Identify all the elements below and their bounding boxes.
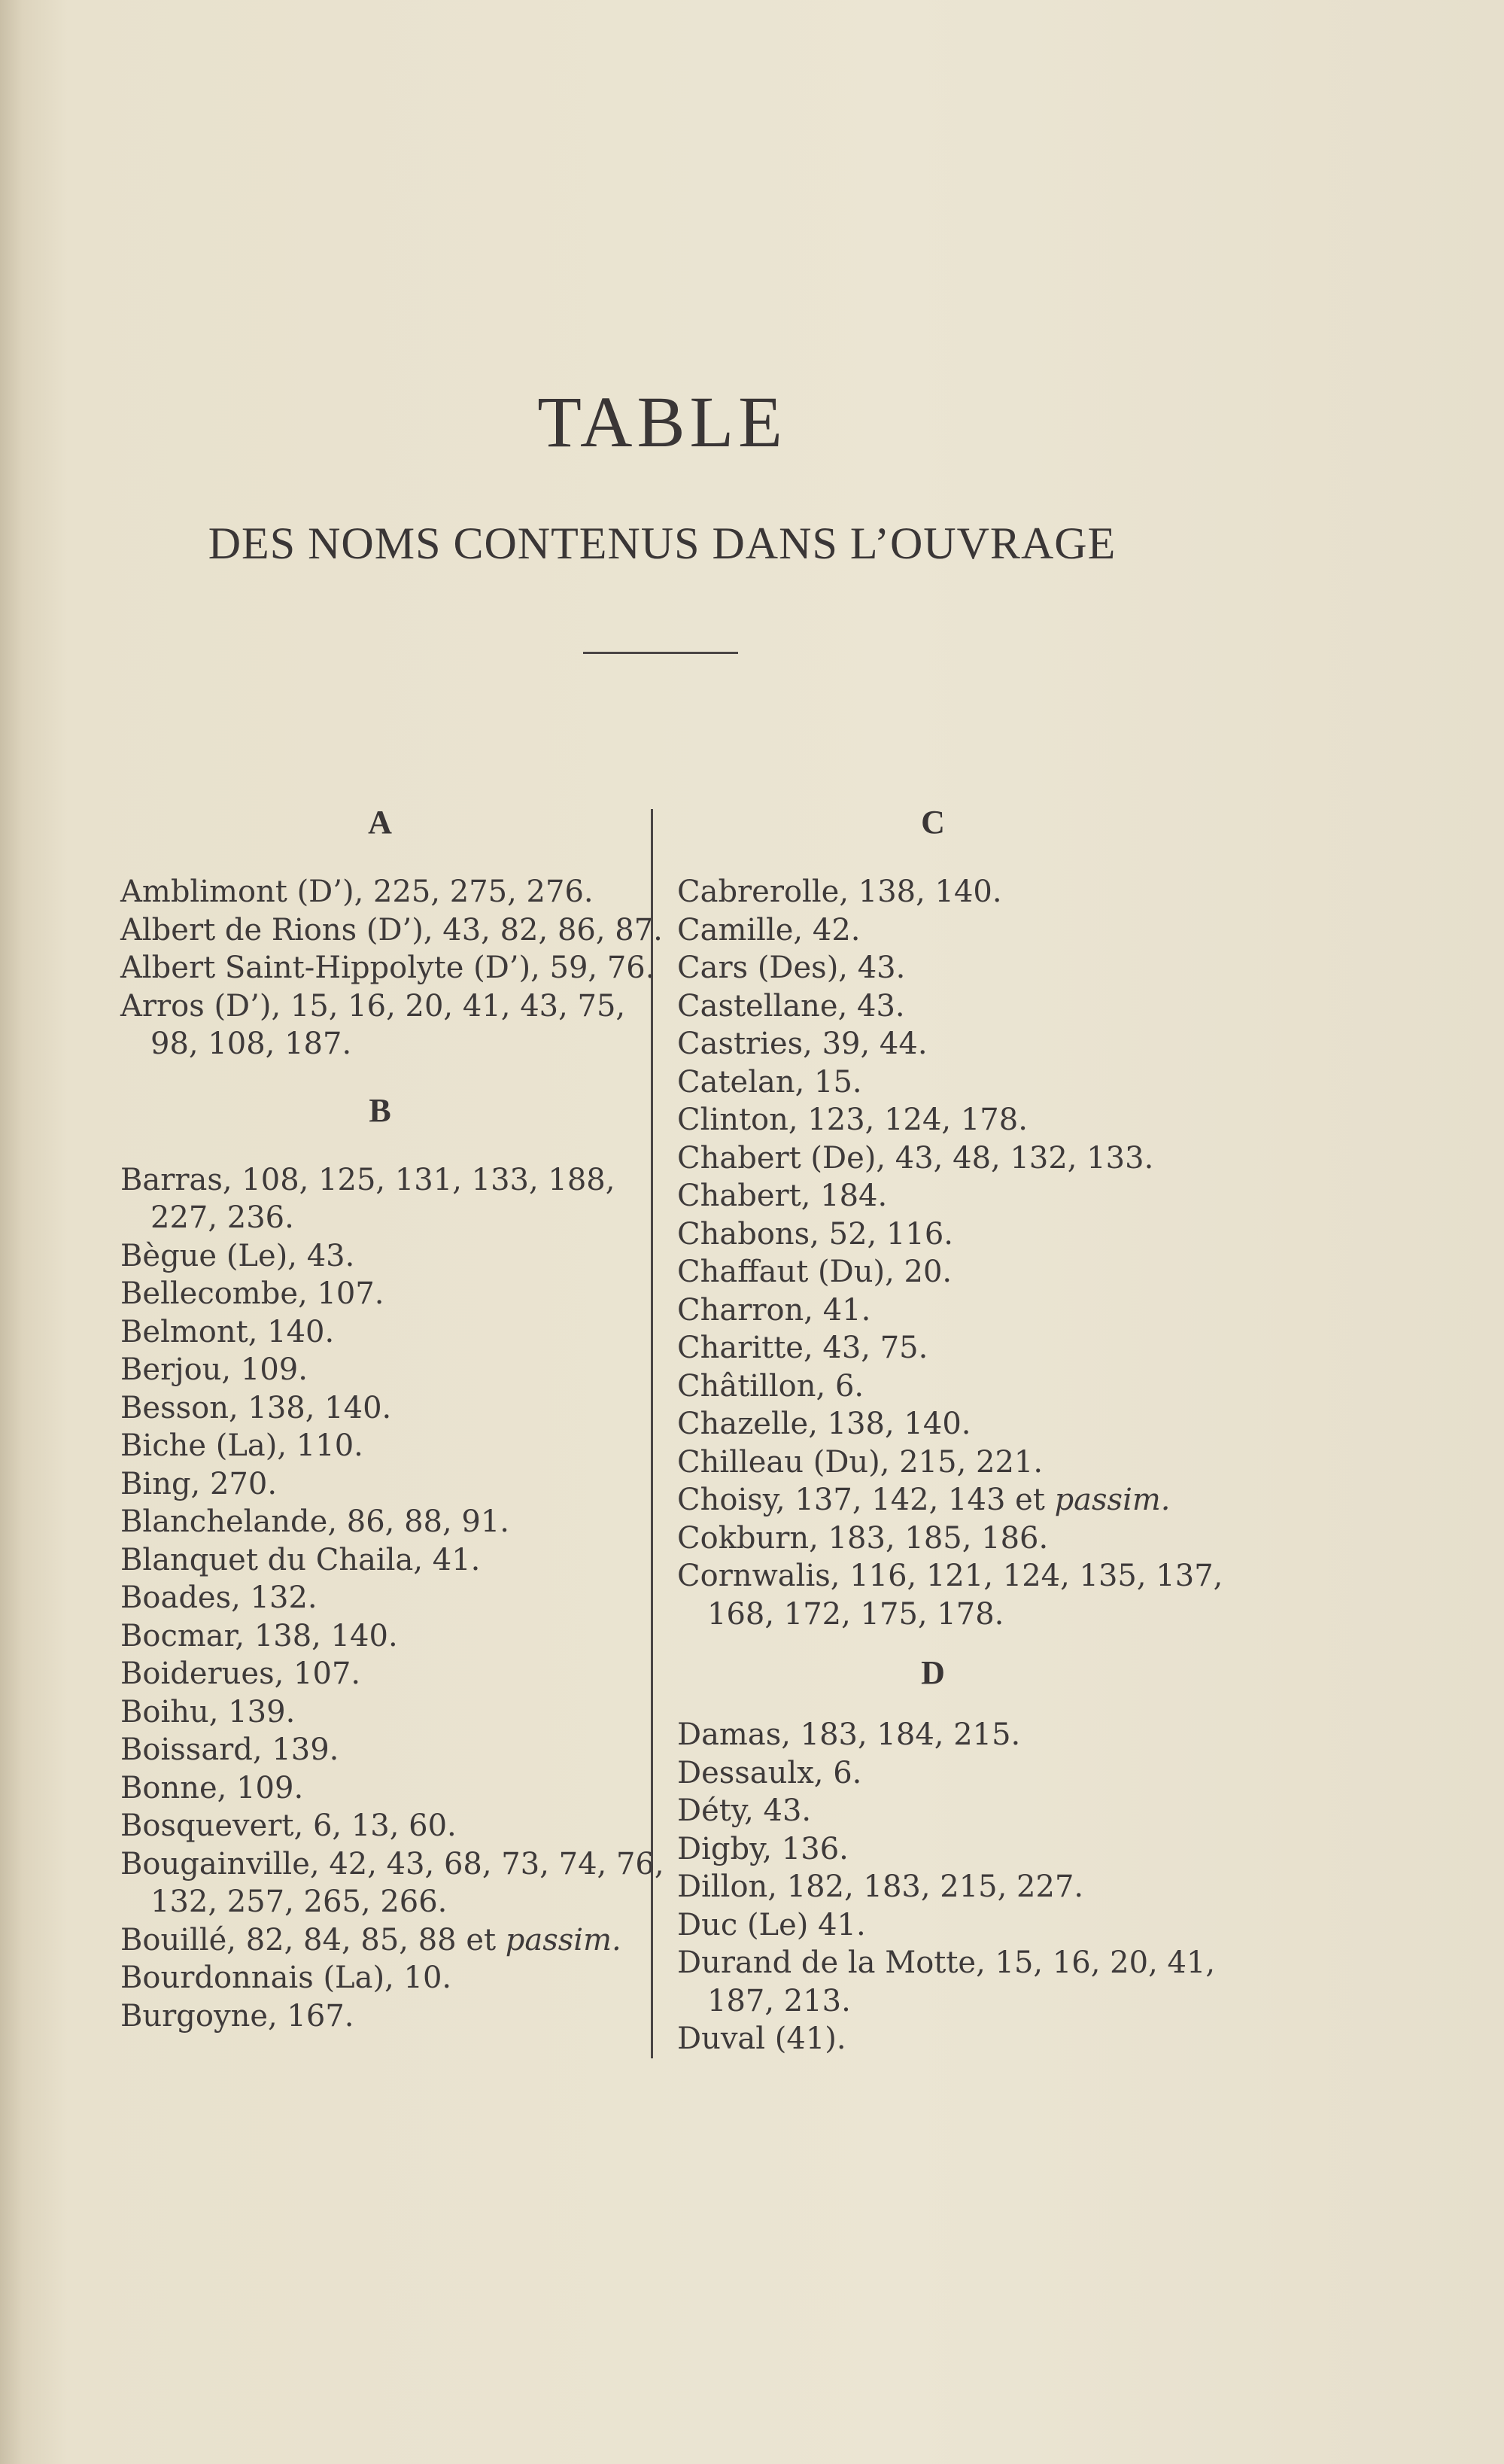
index-entry: Bouillé, 82, 84, 85, 88 et passim. xyxy=(120,1922,621,1958)
index-entry: Cokburn, 183, 185, 186. xyxy=(677,1520,1049,1556)
index-entry: Chabert, 184. xyxy=(677,1179,888,1213)
title-divider xyxy=(583,652,738,654)
index-entry: Bing, 270. xyxy=(120,1466,278,1501)
index-entry: Bègue (Le), 43. xyxy=(120,1238,355,1273)
index-entry: Biche (La), 110. xyxy=(120,1428,363,1463)
index-entry: Barras, 108, 125, 131, 133, 188, 227, 236. xyxy=(120,1162,615,1235)
index-entry: Choisy, 137, 142, 143 et passim. xyxy=(677,1483,1171,1517)
index-entry: Chazelle, 138, 140. xyxy=(677,1407,971,1441)
section-letter-a: A xyxy=(368,804,392,841)
index-entry: Bellecombe, 107. xyxy=(120,1276,384,1311)
index-entry: Burgoyne, 167. xyxy=(120,1998,354,2034)
page-title: TABLE xyxy=(537,382,787,462)
index-entry: Digby, 136. xyxy=(677,1831,849,1866)
index-entry: Châtillon, 6. xyxy=(677,1368,864,1404)
index-entry: Damas, 183, 184, 215. xyxy=(677,1717,1021,1752)
index-entry: Chabons, 52, 116. xyxy=(677,1216,954,1252)
index-entry: Albert de Rions (D’), 43, 82, 86, 87. xyxy=(120,912,663,948)
index-entry: Berjou, 109. xyxy=(120,1352,308,1387)
index-entry: Duval (41). xyxy=(677,2021,846,2056)
section-letter-c: C xyxy=(921,804,945,841)
index-entry: Bonne, 109. xyxy=(120,1770,304,1805)
index-entry: Chabert (De), 43, 48, 132, 133. xyxy=(677,1140,1154,1176)
index-entry: Amblimont (D’), 225, 275, 276. xyxy=(120,875,594,909)
index-entry: Boihu, 139. xyxy=(120,1694,296,1729)
page-subtitle: DES NOMS CONTENUS DANS L’OUVRAGE xyxy=(208,519,1117,568)
index-entry: Belmont, 140. xyxy=(120,1314,335,1349)
index-entry: Bourdonnais (La), 10. xyxy=(120,1961,452,1995)
index-entry: Chaffaut (Du), 20. xyxy=(677,1255,953,1289)
index-entry: Bosquevert, 6, 13, 60. xyxy=(120,1808,457,1843)
index-entry: Bocmar, 138, 140. xyxy=(120,1618,398,1653)
section-letter-b: B xyxy=(369,1091,391,1129)
index-entry: Dessaulx, 6. xyxy=(677,1755,862,1790)
index-entry: Dillon, 182, 183, 215, 227. xyxy=(677,1869,1084,1904)
index-entry: Catelan, 15. xyxy=(677,1064,862,1100)
index-entry: Boissard, 139. xyxy=(120,1732,339,1767)
index-entry: Camille, 42. xyxy=(677,912,861,948)
index-entry: Durand de la Motte, 15, 16, 20, 41, 187, 213. xyxy=(677,1945,1216,2018)
index-entry: Déty, 43. xyxy=(677,1793,812,1828)
index-entry: Albert Saint-Hippolyte (D’), 59, 76. xyxy=(120,951,655,985)
index-entry: Clinton, 123, 124, 178. xyxy=(677,1103,1028,1137)
left-column xyxy=(120,798,664,2035)
section-letter-d: D xyxy=(921,1654,945,1691)
index-entry: Cornwalis, 116, 121, 124, 135, 137, 168, 172, 175, 178. xyxy=(677,1559,1223,1632)
index-entry: Besson, 138, 140. xyxy=(120,1390,392,1425)
index-entry: Boades, 132. xyxy=(120,1580,318,1615)
index-entry: Chilleau (Du), 215, 221. xyxy=(677,1444,1044,1480)
index-entry: Castellane, 43. xyxy=(677,988,905,1024)
index-entry: Charitte, 43, 75. xyxy=(677,1331,928,1365)
index-entry: Boiderues, 107. xyxy=(120,1656,361,1691)
right-column xyxy=(677,798,1223,2058)
index-entry: Blanquet du Chaila, 41. xyxy=(120,1542,481,1577)
index-entry: Charron, 41. xyxy=(677,1292,871,1328)
index-entry: Duc (Le) 41. xyxy=(677,1907,866,1942)
index-entry: Castries, 39, 44. xyxy=(677,1027,928,1061)
index-entry: Cabrerolle, 138, 140. xyxy=(677,875,1002,909)
index-entry: Bougainville, 42, 43, 68, 73, 74, 76, 132, 257, 265, 266. xyxy=(120,1846,664,1919)
index-entry: Cars (Des), 43. xyxy=(677,951,906,985)
index-entry: Blanchelande, 86, 88, 91. xyxy=(120,1504,510,1539)
index-entry: Arros (D’), 15, 16, 20, 41, 43, 75, 98, 108, 187. xyxy=(120,988,626,1061)
